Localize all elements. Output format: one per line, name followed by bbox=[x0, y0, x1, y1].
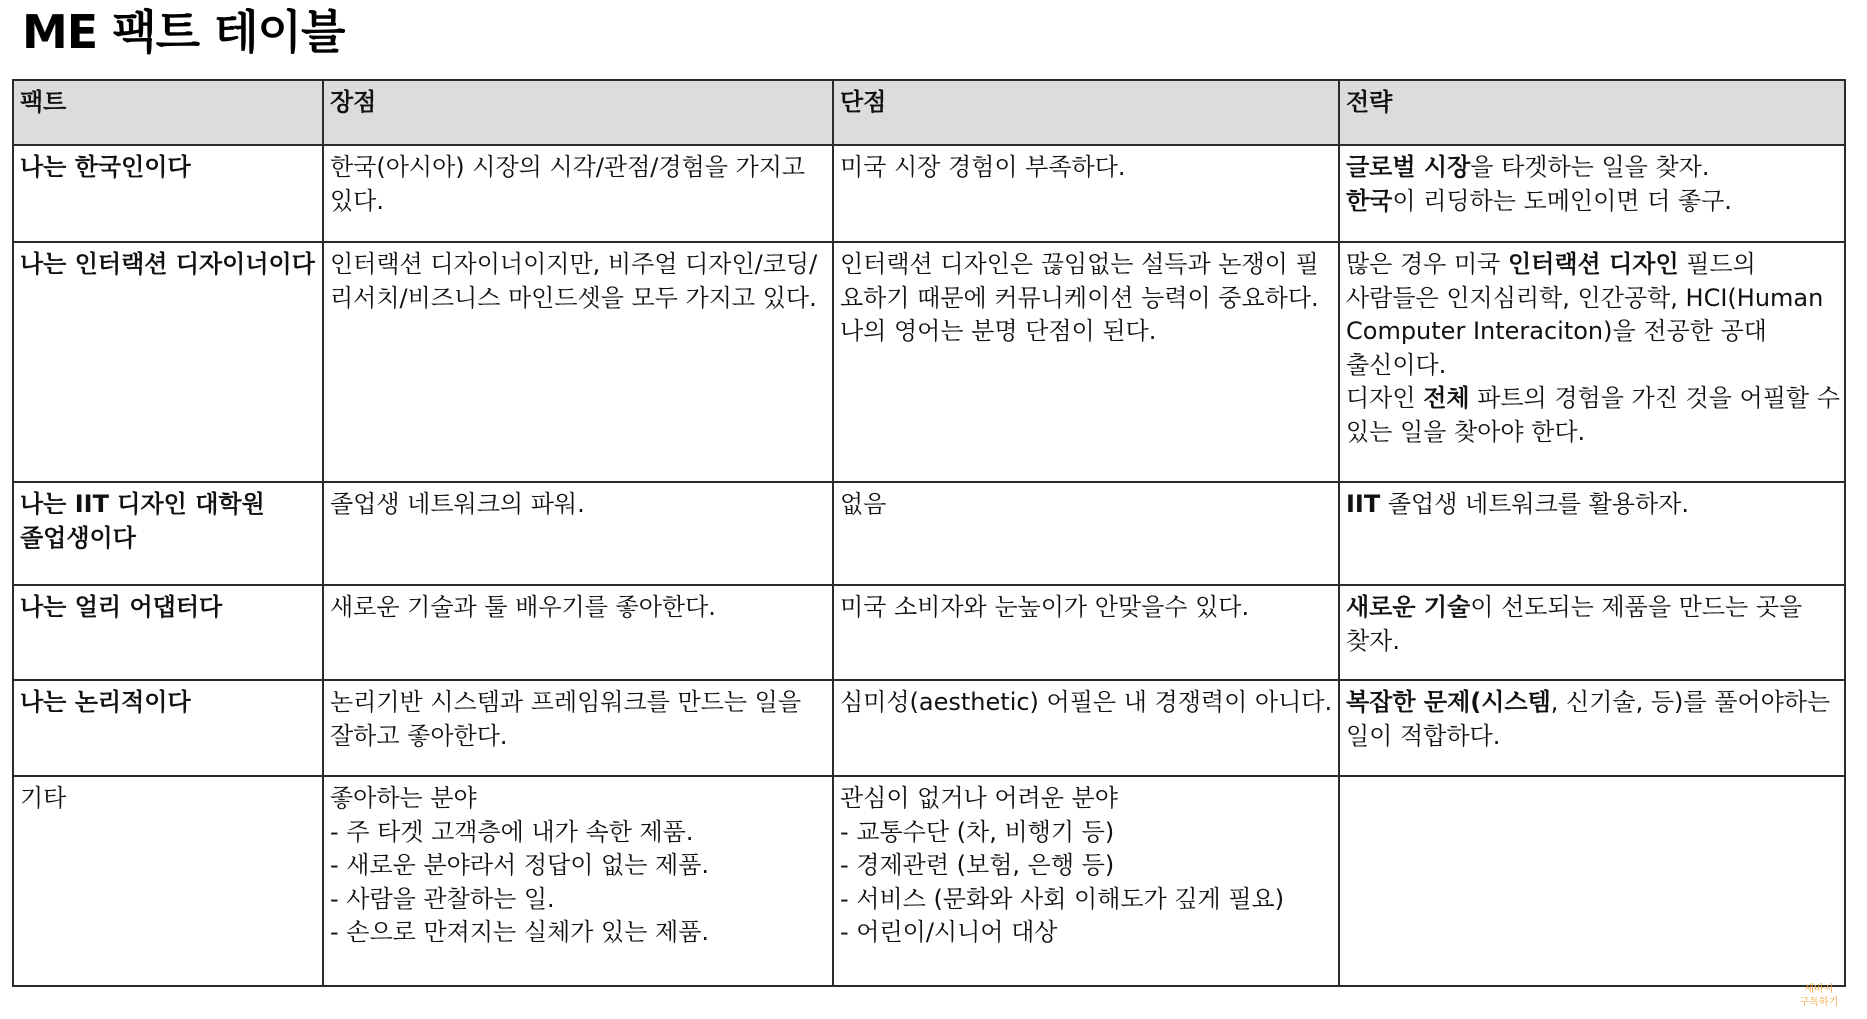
fact-cell bbox=[13, 585, 323, 680]
fact-table bbox=[12, 79, 1846, 987]
pros-text: 논리기반 시스템과 프레임워크를 만드는 일을 잘하고 좋아한다. bbox=[330, 688, 802, 750]
pros-cell bbox=[323, 585, 833, 680]
cons-cell bbox=[833, 585, 1339, 680]
pros-cell bbox=[323, 776, 833, 986]
cons-text: 미국 소비자와 눈높이가 안맞을수 있다. bbox=[840, 593, 1250, 621]
pros-text: 좋아하는 분야 - 주 타겟 고객층에 내가 속한 제품. - 새로운 분야라서 정답이 없는 제품. - 사람을 관찰하는 일. - 손으로 만져지는 실체가 있는 제품. bbox=[330, 784, 710, 946]
strategy-cell bbox=[1339, 242, 1845, 482]
cons-text: 없음 bbox=[840, 490, 887, 518]
table-row bbox=[13, 585, 1845, 680]
strategy-segment: 졸업생 네트워크를 활용하자. bbox=[1380, 490, 1689, 518]
table-header-row bbox=[13, 80, 1845, 145]
strategy-text bbox=[1346, 686, 1840, 753]
table-row bbox=[13, 145, 1845, 242]
table-row bbox=[13, 482, 1845, 585]
pros-cell bbox=[323, 145, 833, 242]
strategy-emphasis: 새로운 기술 bbox=[1346, 593, 1471, 621]
strategy-segment: , 신기술, 등)를 풀어야하는 일이 적합하다. bbox=[1346, 688, 1831, 750]
strategy-cell bbox=[1339, 776, 1845, 986]
pros-text: 인터랙션 디자이너이지만, 비주얼 디자인/코딩/리서치/비즈니스 마인드셋을 모두 가지고 있다. bbox=[330, 250, 818, 312]
fact-text: 나는 인터랙션 디자이너이다 bbox=[20, 250, 315, 278]
pros-text: 새로운 기술과 툴 배우기를 좋아한다. bbox=[330, 593, 716, 621]
fact-cell bbox=[13, 242, 323, 482]
header-strategy: 전략 bbox=[1339, 80, 1845, 145]
fact-text: 나는 한국인이다 bbox=[20, 153, 191, 181]
pros-text: 한국(아시아) 시장의 시각/관점/경험을 가지고 있다. bbox=[330, 153, 806, 215]
cons-text: 미국 시장 경험이 부족하다. bbox=[840, 153, 1126, 181]
pros-cell bbox=[323, 242, 833, 482]
strategy-text bbox=[1346, 151, 1840, 218]
strategy-segment: 이 리딩하는 도메인이면 더 좋구. bbox=[1392, 186, 1732, 215]
table-row bbox=[13, 776, 1845, 986]
strategy-segment: 을 타겟하는 일을 찾자. bbox=[1470, 153, 1710, 181]
header-fact: 팩트 bbox=[13, 80, 323, 145]
strategy-text bbox=[1346, 591, 1840, 658]
watermark-line2: 구독하기 bbox=[1799, 997, 1839, 1008]
fact-text: 나는 논리적이다 bbox=[20, 688, 191, 716]
page-title: ME 팩트 테이블 bbox=[22, 5, 345, 59]
fact-cell bbox=[13, 145, 323, 242]
cons-cell bbox=[833, 242, 1339, 482]
strategy-emphasis: 복잡한 문제(시스템 bbox=[1346, 688, 1551, 716]
pros-cell bbox=[323, 680, 833, 776]
cons-text: 관심이 없거나 어려운 분야 - 교통수단 (차, 비행기 등) - 경제관련 (보험, 은행 등) - 서비스 (문화와 사회 이해도가 깊게 필요) - 어린이/시니어 대상 bbox=[840, 784, 1285, 946]
cons-text: 심미성(aesthetic) 어필은 내 경쟁력이 아니다. bbox=[840, 688, 1333, 716]
strategy-segment: 필드의 사람들은 인지심리학, 인간공학, HCI(Human Computer Interaciton)을 전공한 공대 출신이다. 디자인 bbox=[1346, 250, 1824, 412]
table-row bbox=[13, 242, 1845, 482]
strategy-segment: 이 선도되는 제품을 만드는 곳을 찾자. bbox=[1346, 593, 1803, 655]
strategy-text bbox=[1346, 248, 1840, 449]
cons-cell bbox=[833, 145, 1339, 242]
header-cons: 단점 bbox=[833, 80, 1339, 145]
fact-cell bbox=[13, 680, 323, 776]
cons-text: 인터랙션 디자인은 끊임없는 설득과 논쟁이 필요하기 때문에 커뮤니케이션 능력이 중요하다. 나의 영어는 분명 단점이 된다. bbox=[840, 250, 1319, 345]
strategy-cell bbox=[1339, 482, 1845, 585]
fact-cell bbox=[13, 776, 323, 986]
strategy-cell bbox=[1339, 145, 1845, 242]
strategy-emphasis: 글로벌 시장 bbox=[1346, 153, 1471, 181]
pros-text: 졸업생 네트워크의 파워. bbox=[330, 490, 585, 518]
cons-cell bbox=[833, 482, 1339, 585]
cons-cell bbox=[833, 776, 1339, 986]
strategy-emphasis: 한국 bbox=[1346, 186, 1393, 215]
strategy-segment: 많은 경우 미국 bbox=[1346, 250, 1508, 278]
watermark-line1: 세바시 bbox=[1804, 984, 1834, 995]
subscribe-watermark bbox=[1789, 983, 1849, 1009]
strategy-emphasis: IIT bbox=[1346, 490, 1381, 518]
fact-text: 나는 얼리 어댑터다 bbox=[20, 593, 223, 621]
pros-cell bbox=[323, 482, 833, 585]
strategy-emphasis: 전체 bbox=[1423, 384, 1470, 412]
strategy-emphasis: 인터랙션 디자인 bbox=[1508, 250, 1679, 278]
strategy-cell bbox=[1339, 680, 1845, 776]
header-pros: 장점 bbox=[323, 80, 833, 145]
table-row bbox=[13, 680, 1845, 776]
fact-text: 기타 bbox=[20, 784, 67, 812]
strategy-segment: 파트의 경험을 가진 것을 어필할 수 있는 일을 찾아야 한다. bbox=[1346, 384, 1840, 446]
fact-cell bbox=[13, 482, 323, 585]
strategy-cell bbox=[1339, 585, 1845, 680]
cons-cell bbox=[833, 680, 1339, 776]
strategy-text bbox=[1346, 488, 1840, 522]
fact-text: 나는 IIT 디자인 대학원 졸업생이다 bbox=[20, 490, 265, 552]
